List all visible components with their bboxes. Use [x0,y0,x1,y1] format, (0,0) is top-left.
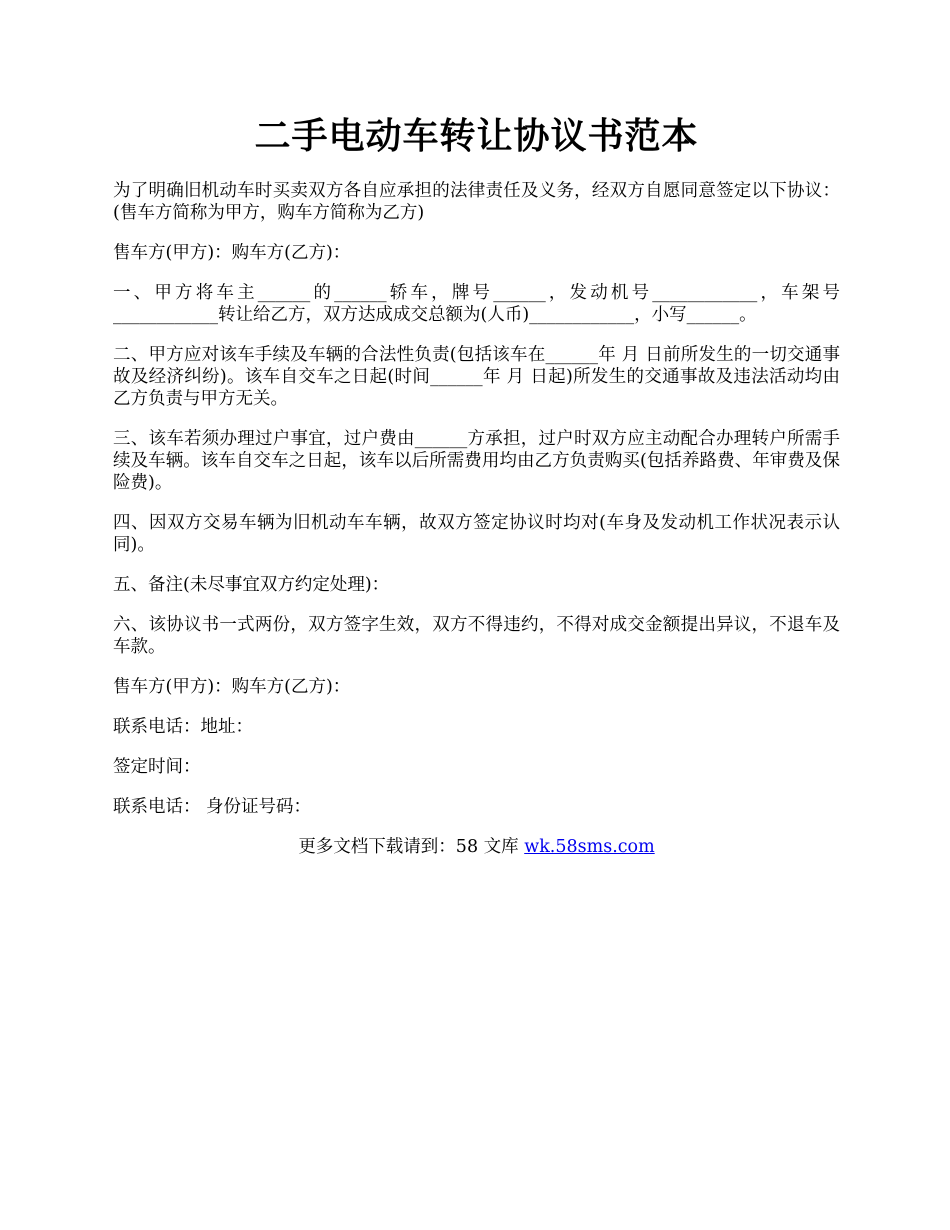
parties-line: 售车方(甲方)：购车方(乙方)： [113,243,351,263]
footer-link[interactable]: wk.58sms.com [524,837,655,857]
footer-text: 更多文档下载请到：58 文库 [298,837,525,857]
contact-id-line: 联系电话： 身份证号码： [113,797,312,817]
contact-address-line: 联系电话：地址： [113,717,253,737]
document-title: 二手电动车转让协议书范本 [254,115,699,157]
clause-4: 四、因双方交易车辆为旧机动车车辆，故双方签定协议时均对(车身及发动机工作状况表示认同)。 [113,513,840,555]
clause-1: 一、甲方将车主______的______轿车，牌号______，发动机号____________，车架号____________转让给乙方，双方达成成交总额为(人币)____________，小写______。 [113,283,840,325]
clause-3: 三、该车若须办理过户事宜，过户费由______方承担，过户时双方应主动配合办理转户所需手续及车辆。该车自交车之日起，该车以后所需费用均由乙方负责购买(包括养路费、年审费及保险费)。 [113,429,840,493]
intro-paragraph: 为了明确旧机动车时买卖双方各自应承担的法律责任及义务，经双方自愿同意签定以下协议：(售车方简称为甲方，购车方简称为乙方) [113,181,840,223]
signature-parties-line: 售车方(甲方)：购车方(乙方)： [113,677,351,697]
clause-2: 二、甲方应对该车手续及车辆的合法性负责(包括该车在______年 月 日前所发生的一切交通事故及经济纠纷)。该车自交车之日起(时间______年 月 日起)所发生的交通事故及违法活动均由乙方负责与甲方无关。 [113,345,840,409]
document-page [113,110,840,858]
download-footer [113,836,840,858]
signing-date-line: 签定时间： [113,757,201,777]
clause-5: 五、备注(未尽事宜双方约定处理)： [113,575,390,595]
clause-6: 六、该协议书一式两份，双方签字生效，双方不得违约，不得对成交金额提出异议，不退车及车款。 [113,615,840,657]
